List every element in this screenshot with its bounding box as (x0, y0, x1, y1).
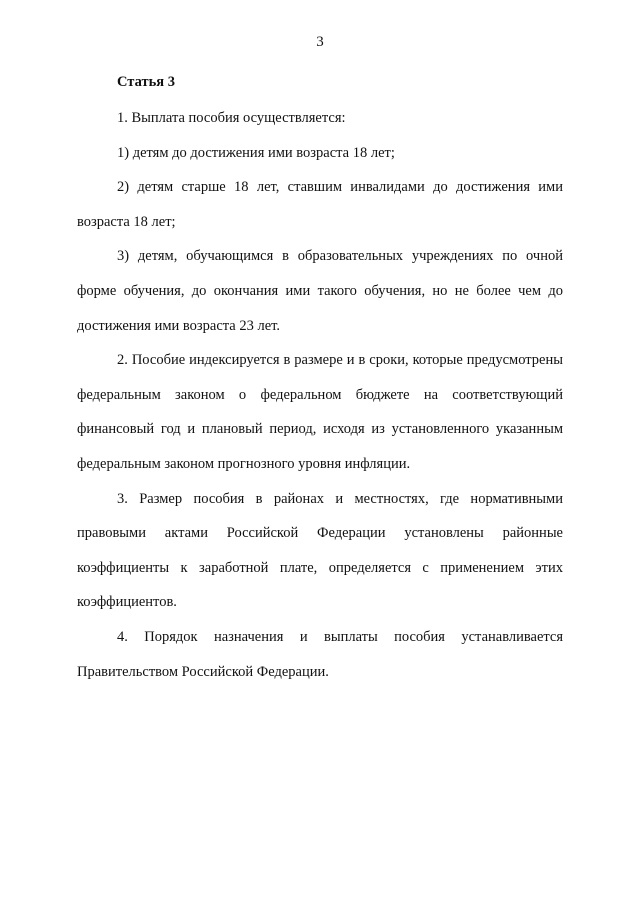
paragraph-1-item-3: 3) детям, обучающимся в образовательных учреждениях по очной форме обучения, до окончания ими такого обучения, но не более чем до достижения ими возраста 23 лет. (77, 248, 563, 334)
paragraph-1-item-2: 2) детям старше 18 лет, ставшим инвалидами до достижения ими возраста 18 лет; (77, 179, 563, 230)
paragraph-3: 3. Размер пособия в районах и местностях, где нормативными правовыми актами Российской Федерации установлены районные коэффициенты к заработной плате, определяется с применением этих коэффициентов. (77, 490, 563, 611)
paragraph-4: 4. Порядок назначения и выплаты пособия устанавливается Правительством Российской Федерации. (77, 628, 563, 680)
paragraph-2: 2. Пособие индексируется в размере и в сроки, которые предусмотрены федеральным законом о федеральном бюджете на соответствующий финансовый год и плановый период, исходя из установленного указанным федеральным законом прогнозного уровня инфляции. (77, 352, 563, 472)
article-body (77, 101, 563, 689)
article-title: Статья 3 (117, 74, 175, 90)
paragraph-1: 1. Выплата пособия осуществляется: (117, 110, 346, 126)
page-number: 3 (316, 34, 324, 50)
paragraph-1-item-1: 1) детям до достижения ими возраста 18 лет; (117, 144, 395, 161)
